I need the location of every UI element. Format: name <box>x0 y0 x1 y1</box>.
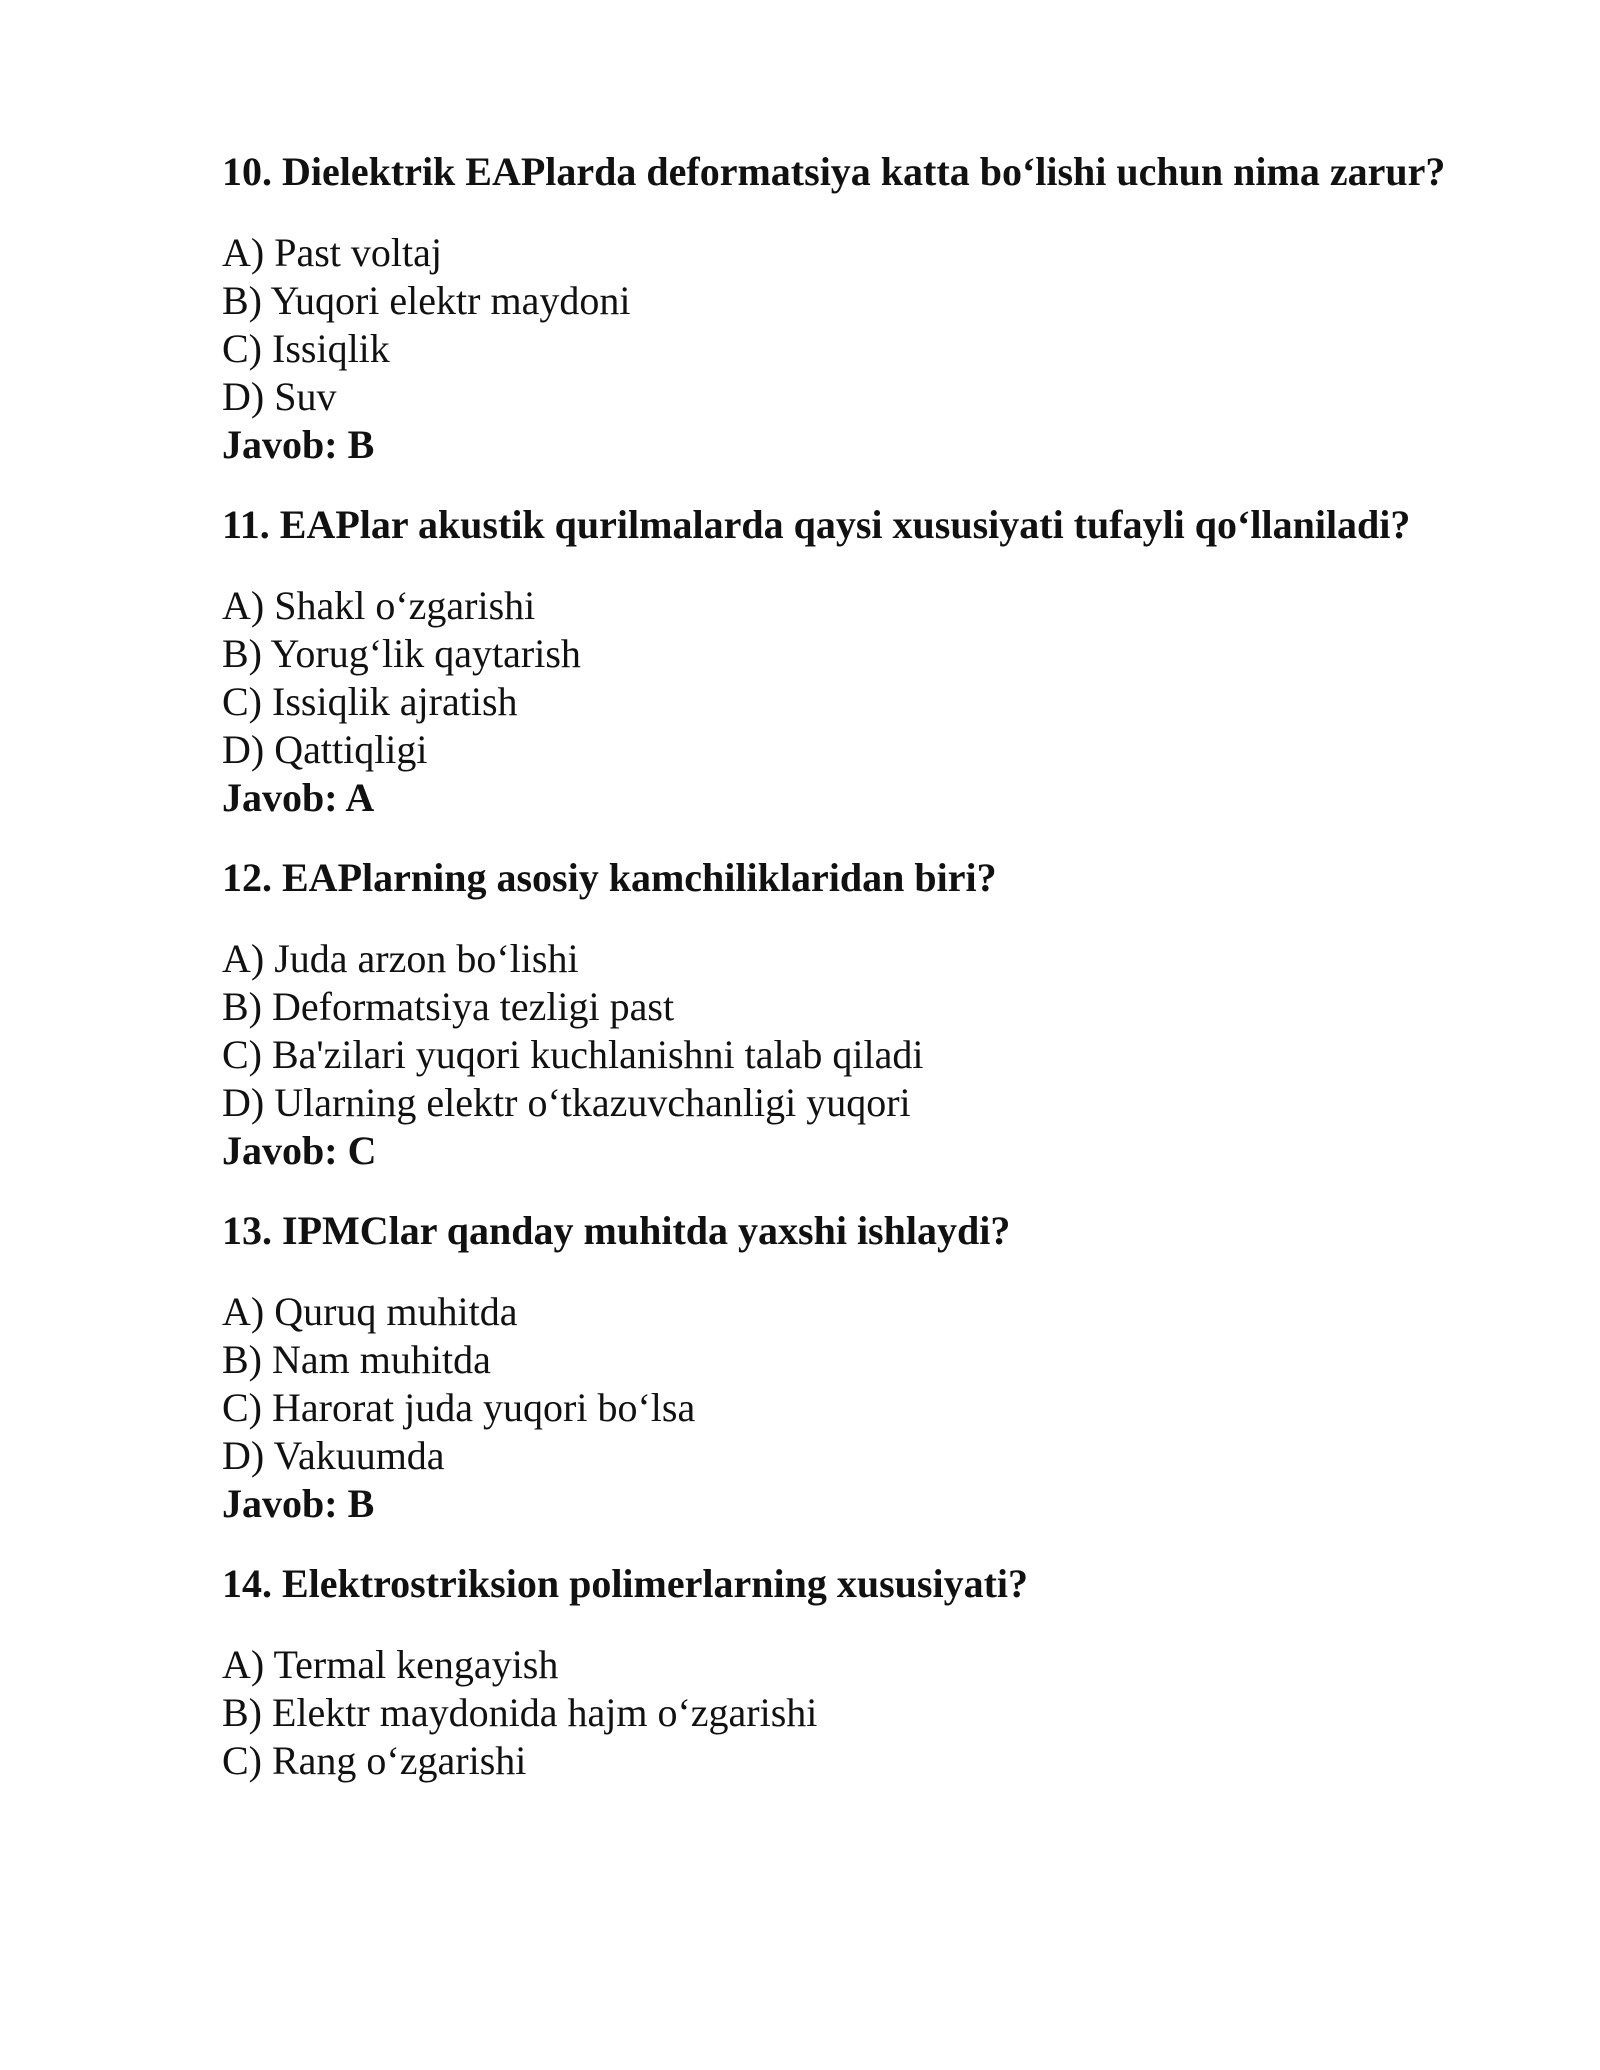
document-page <box>222 148 1522 1817</box>
option-b: B) Deformatsiya tezligi past <box>222 984 675 1029</box>
answer-line: Javob: A <box>222 775 375 820</box>
option-a: A) Juda arzon bo‘lishi <box>222 936 579 981</box>
question-10 <box>222 148 1522 469</box>
option-a: A) Shakl o‘zgarishi <box>222 583 536 628</box>
option-d: D) Ularning elektr o‘tkazuvchanligi yuqori <box>222 1080 911 1125</box>
question-12 <box>222 854 1522 1175</box>
option-b: B) Yuqori elektr maydoni <box>222 278 631 323</box>
answer-line: Javob: B <box>222 422 375 467</box>
option-a: A) Termal kengayish <box>222 1642 559 1687</box>
option-c: C) Issiqlik <box>222 326 390 371</box>
option-c: C) Ba'zilari yuqori kuchlanishni talab qiladi <box>222 1032 924 1077</box>
question-11 <box>222 501 1522 822</box>
question-title: 14. Elektrostriksion polimerlarning xususiyati? <box>222 1561 1029 1606</box>
option-a: A) Quruq muhitda <box>222 1289 518 1334</box>
question-14 <box>222 1560 1522 1785</box>
question-title: 13. IPMClar qanday muhitda yaxshi ishlaydi? <box>222 1208 1011 1253</box>
option-d: D) Qattiqligi <box>222 727 428 772</box>
option-d: D) Vakuumda <box>222 1433 445 1478</box>
option-c: C) Rang o‘zgarishi <box>222 1738 527 1783</box>
option-a: A) Past voltaj <box>222 230 442 275</box>
answer-line: Javob: C <box>222 1128 377 1173</box>
option-b: B) Nam muhitda <box>222 1337 491 1382</box>
answer-line: Javob: B <box>222 1481 375 1526</box>
question-title: 12. EAPlarning asosiy kamchiliklaridan biri? <box>222 855 997 900</box>
option-b: B) Elektr maydonida hajm o‘zgarishi <box>222 1690 818 1735</box>
option-c: C) Harorat juda yuqori bo‘lsa <box>222 1385 696 1430</box>
question-title: 11. EAPlar akustik qurilmalarda qaysi xususiyati tufayli qo‘llaniladi? <box>222 502 1411 547</box>
option-d: D) Suv <box>222 374 337 419</box>
option-b: B) Yorug‘lik qaytarish <box>222 631 581 676</box>
option-c: C) Issiqlik ajratish <box>222 679 518 724</box>
question-13 <box>222 1207 1522 1528</box>
question-title: 10. Dielektrik EAPlarda deformatsiya katta bo‘lishi uchun nima zarur? <box>222 149 1446 194</box>
